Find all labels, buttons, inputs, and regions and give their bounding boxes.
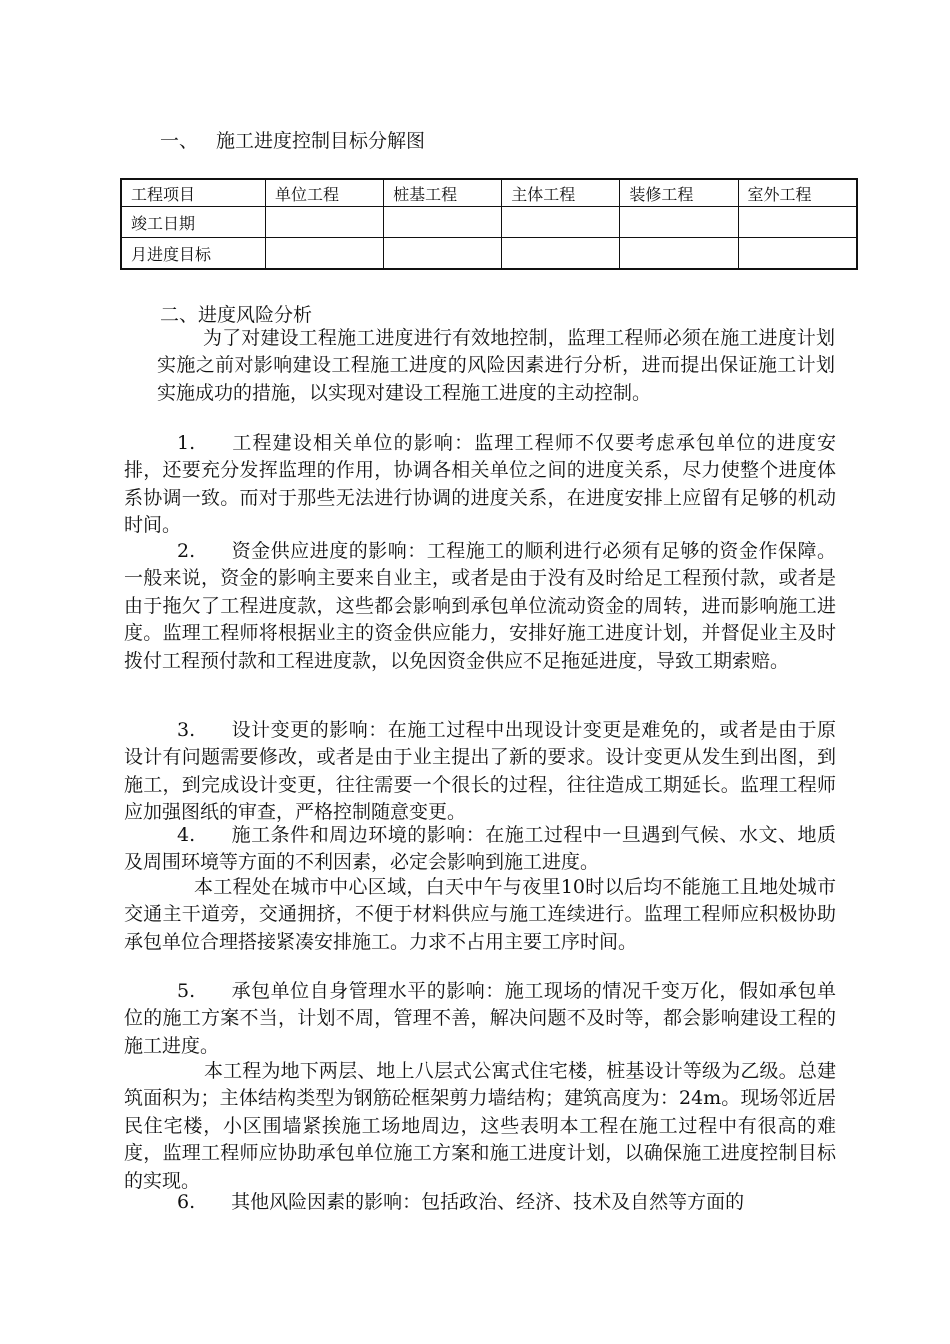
item-number: 1. <box>177 432 196 454</box>
item-text: 施工条件和周边环境的影响：在施工过程中一旦遇到气候、水文、地质及周围环境等方面的不利因素，必定会影响到施工进度。 <box>124 824 836 874</box>
project-note-4: 本工程处在城市中心区域，白天中午与夜里10时以后均不能施工且地处城市交通主干道旁，交通拥挤，不便于材料供应与施工连续进行。监理工程师应积极协助承包单位合理搭接紧凑安排施工。力求不占用主要工序时间。 <box>124 876 836 953</box>
item-number: 4. <box>177 824 196 846</box>
table-header-row <box>121 179 857 207</box>
risk-item-1 <box>124 430 836 540</box>
header-cell: 桩基工程 <box>384 179 502 207</box>
item-number: 6. <box>177 1191 196 1213</box>
item-number: 2. <box>177 540 196 562</box>
table-cell <box>384 238 502 270</box>
header-cell: 装修工程 <box>620 179 738 207</box>
header-cell: 工程项目 <box>121 179 265 207</box>
table-row <box>121 207 857 238</box>
table-cell <box>738 207 857 238</box>
table-cell <box>502 238 620 270</box>
table-cell <box>620 238 738 270</box>
row-label: 月进度目标 <box>121 238 265 270</box>
schedule-target-table <box>120 178 858 270</box>
item-text: 承包单位自身管理水平的影响：施工现场的情况千变万化，假如承包单位的施工方案不当，计划不周，管理不善，解决问题不及时等，都会影响建设工程的施工进度。 <box>124 980 836 1057</box>
table-cell <box>502 207 620 238</box>
project-note-5: 本工程为地下两层、地上八层式公寓式住宅楼，桩基设计等级为乙级。总建筑面积为；主体结构类型为钢筋砼框架剪力墙结构；建筑高度为：24m。现场邻近居民住宅楼，小区围墙紧挨施工场地周边，这些表明本工程在施工过程中有很高的难度，监理工程师应协助承包单位施工方案和施工进度计划，以确保施工进度控制目标的实现。 <box>124 1060 836 1192</box>
header-cell: 单位工程 <box>265 179 383 207</box>
table-cell <box>265 207 383 238</box>
item-number: 5. <box>177 980 196 1002</box>
item-text: 其他风险因素的影响：包括政治、经济、技术及自然等方面的 <box>231 1191 745 1213</box>
risk-item-4 <box>124 822 836 877</box>
header-cell: 主体工程 <box>502 179 620 207</box>
table-row <box>121 238 857 270</box>
row-label: 竣工日期 <box>121 207 265 238</box>
risk-item-5 <box>124 978 836 1060</box>
risk-item-6 <box>124 1189 836 1216</box>
item-text: 工程建设相关单位的影响：监理工程师不仅要考虑承包单位的进度安排，还要充分发挥监理的作用，协调各相关单位之间的进度关系，尽力使整个进度体系协调一致。而对于那些无法进行协调的进度关系，在进度安排上应留有足够的机动时间。 <box>124 432 836 537</box>
table-cell <box>265 238 383 270</box>
item-text: 设计变更的影响：在施工过程中出现设计变更是难免的，或者是由于原设计有问题需要修改，或者是由于业主提出了新的要求。设计变更从发生到出图，到施工，到完成设计变更，往往需要一个很长的过程，往往造成工期延长。监理工程师应加强图纸的审查，严格控制随意变更。 <box>124 719 836 824</box>
section-title: 施工进度控制目标分解图 <box>216 130 426 152</box>
risk-item-3 <box>124 717 836 827</box>
header-cell: 室外工程 <box>738 179 857 207</box>
section-number: 一、 <box>160 130 199 152</box>
section-heading-2: 二、进度风险分析 <box>160 304 313 326</box>
risk-item-2 <box>124 538 836 675</box>
item-number: 3. <box>177 719 196 741</box>
item-text: 资金供应进度的影响：工程施工的顺利进行必须有足够的资金作保障。一般来说，资金的影响主要来自业主，或者是由于没有及时给足工程预付款，或者是由于拖欠了工程进度款，这些都会影响到承包单位流动资金的周转，进而影响施工进度。监理工程师将根据业主的资金供应能力，安排好施工进度计划，并督促业主及时拨付工程预付款和工程进度款，以免因资金供应不足拖延进度，导致工期索赔。 <box>124 540 836 672</box>
section-heading-1 <box>160 126 425 153</box>
table-cell <box>620 207 738 238</box>
table-cell <box>738 238 857 270</box>
table-cell <box>384 207 502 238</box>
intro-paragraph: 为了对建设工程施工进度进行有效地控制，监理工程师必须在施工进度计划实施之前对影响建设工程施工进度的风险因素进行分析，进而提出保证施工计划实施成功的措施，以实现对建设工程施工进度的主动控制。 <box>157 327 835 404</box>
